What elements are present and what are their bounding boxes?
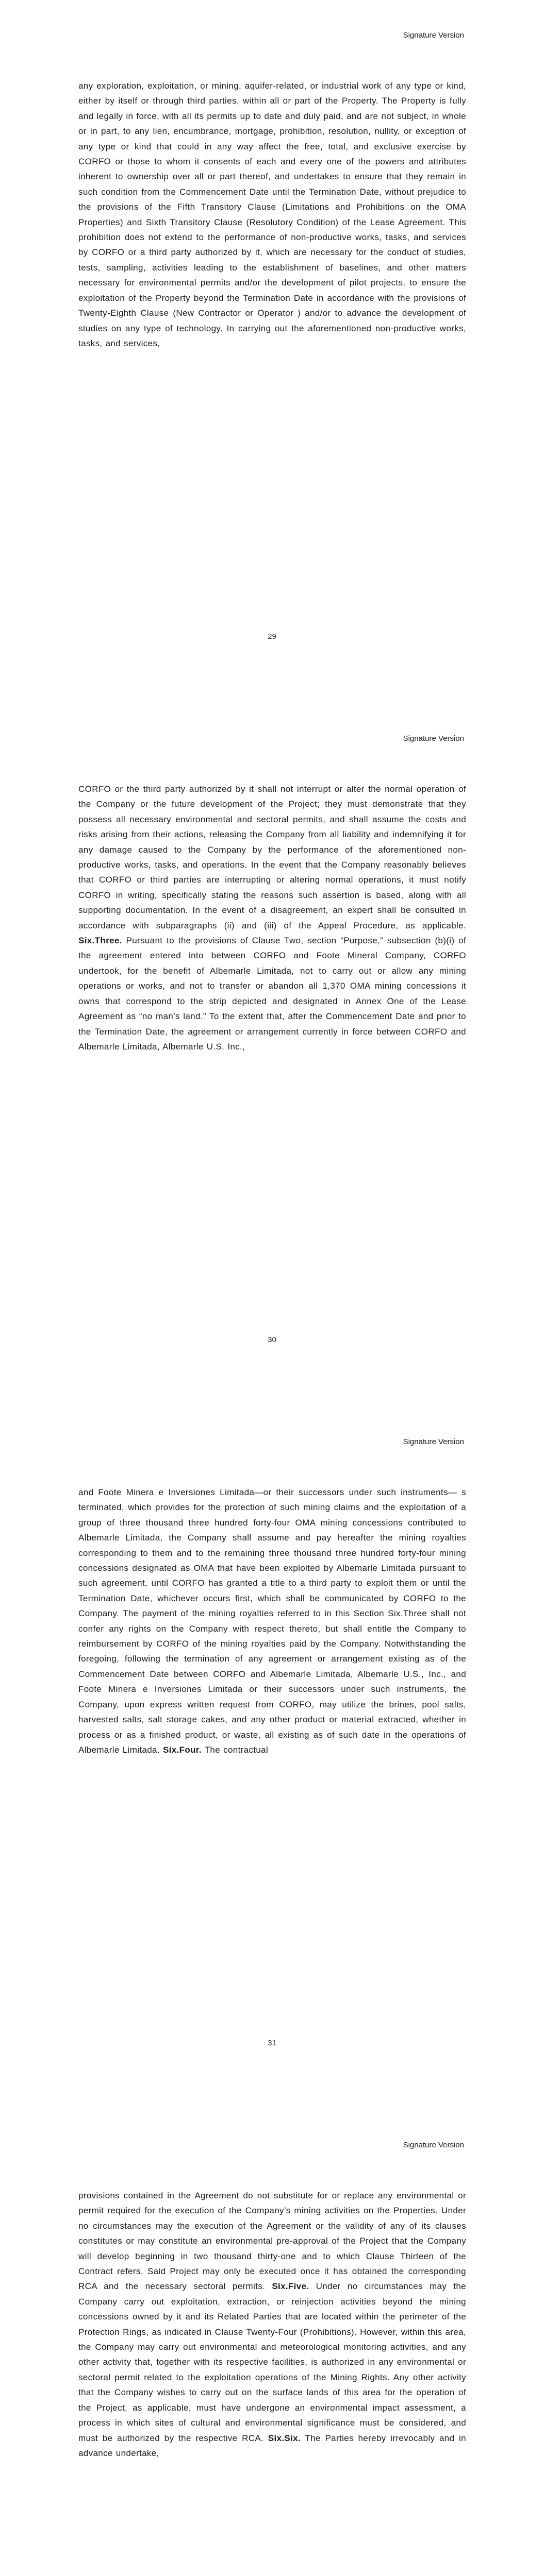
section-label: Six.Four. — [162, 1744, 202, 1755]
body-text: provisions contained in the Agreement do not substitute for or replace any environmental or permit required for the execution of the Company’s mining activities on the Properties. Under no circumstances may the execution of the Agreement or the validity of any of its clauses constitutes or may constitute an environmental pre-approval of the Project that the Company will develop beginning in two thousand thirty-one and to which Clause Thirteen of the Contract refers. Said Project may only be executed once it has obtained the corresponding RCA and the necessary sectoral permits. — [78, 2191, 466, 2292]
body-text: Pursuant to the provisions of Clause Two, section “Purpose,” subsection (b)(i) of the agreement entered into between CORFO and Foote Mineral Company, CORFO undertook, for the benefit of Albemarle Limitada, not to carry out or allow any mining operations or works, and not to transfer or abandon all 1,370 OMA mining concessions it owns that correspond to the strip depicted and designated in Annex One of the Lease Agreement as “no man’s land.” To the extent that, after the Commencement Date and prior to the Termination Date, the agreement or arrangement currently in force between CORFO and Albemarle Limitada, Albemarle U.S. Inc., — [78, 936, 466, 1052]
page-number: 30 — [268, 1335, 276, 1344]
page-body — [78, 1485, 466, 1757]
page-body — [78, 2188, 466, 2461]
page-number: 29 — [268, 632, 276, 641]
body-text: Under no circumstances may the Company carry out exploitation, extraction, or reinjection activities beyond the mining concessions owned by it and its Related Parties that are located within the perimeter of the Protection Rings, as indicated in Clause Twenty-Four (Prohibitions). However, within this area, the Company may carry out environmental and meteorological monitoring activities, and any other activity that, together with its respective facilities, is authorized in any environmental or sectoral permit related to the exploitation operations of the Mining Rights. Any other activity that the Company wishes to carry out on the surface lands of this area for the operation of the Project, as applicable, must have undergone an environmental impact assessment, a process in which sites of cultural and environmental significance must be considered, and must be authorized by the respective RCA. — [78, 2281, 466, 2443]
body-text: The contractual — [201, 1744, 269, 1755]
page-29 — [0, 0, 544, 703]
section-label: Six.Six. — [268, 2433, 301, 2443]
page-body — [78, 78, 466, 351]
body-text: CORFO or the third party authorized by it shall not interrupt or alter the normal operation of the Company or the future development of the Project; they must demonstrate that they possess all necessary environmental and sectoral permits, and shall assume the costs and risks arising from their actions, releasing the Company from all liability and indemnifying it for any damage caused to the Company by the performance of the aforementioned non-productive works, tasks, and operations. In the event that the Company reasonably believes that CORFO or third parties are interrupting or altering normal operations, it must notify CORFO in writing, specifically stating the reasons such assertion is based, along with all supporting documentation. In the event of a disagreement, an expert shall be consulted in accordance with subparagraphs (ii) and (iii) of the Appeal Procedure, as applicable. — [78, 784, 466, 930]
page-body — [78, 782, 466, 1054]
body-text: and Foote Minera e Inversiones Limitada—or their successors under such instruments— s terminated, which provides for the protection of such mining claims and the exploitation of a group of three thousand three hundred forty-four OMA mining concessions contributed to Albemarle Limitada, the Company shall assume and pay hereafter the mining royalties corresponding to them and to the remaining three thousand three hundred forty-four mining concessions designated as OMA that have been exploited by Albemarle Limitada pursuant to such agreement, until CORFO has granted a title to a third party to exploit them or until the Termination Date, whichever occurs first, which shall be communicated by CORFO to the Company. The payment of the mining royalties referred to in this Section Six.Three shall not confer any rights on the Company with respect thereto, but shall entitle the Company to reimbursement by CORFO of the mining royalties paid by the Company. Notwithstanding the foregoing, following the termination of any agreement or arrangement existing as of the Commencement Date between CORFO and Albemarle Limitada, Albemarle U.S., Inc., and Foote Minera e Inversiones Limitada or their successors under such instruments, the Company, upon express written request from CORFO, may utilize the brines, pool salts, harvested salts, salt storage cakes, and any other product or material extracted, whether in process or as a finished product, or waste, all existing as of such date in the operations of Albemarle Limitada. — [78, 1487, 466, 1755]
page-number: 31 — [268, 2039, 276, 2047]
page-31 — [0, 1406, 544, 2110]
page-30 — [0, 703, 544, 1406]
page-32 — [0, 2110, 544, 2576]
page-header: Signature Version — [403, 734, 464, 743]
body-text: any exploration, exploitation, or mining, aquifer-related, or industrial work of any type or kind, either by itself or through third parties, within all or part of the Property. The Property is fully and legally in force, with all its permits up to date and duly paid, and are not subject, in whole or in part, to any lien, encumbrance, mortgage, prohibition, resolution, nullity, or exception of any type or kind that could in any way affect the free, total, and exclusive exercise by CORFO or those to whom it consents of each and every one of the powers and attributes inherent to ownership over all or part thereof, and undertakes to ensure that they remain in such condition from the Commencement Date until the Termination Date, without prejudice to the provisions of the Fifth Transitory Clause (Limitations and Prohibitions on the OMA Properties) and Sixth Transitory Clause (Resolutory Condition) of the Lease Agreement. This prohibition does not extend to the performance of non-productive works, tasks, and services by CORFO or a third party authorized by it, which are necessary for the conduct of studies, tests, sampling, activities leading to the establishment of baselines, and other matters necessary for environmental permits and/or the development of pilot projects, to ensure the exploitation of the Property beyond the Termination Date in accordance with the provisions of Twenty-Eighth Clause (New Contractor or Operator ) and/or to advance the development of studies on any type of technology. In carrying out the aforementioned non-productive works, tasks, and services, — [78, 81, 466, 348]
page-header: Signature Version — [403, 1437, 464, 1446]
section-label: Six.Three. — [78, 936, 122, 946]
section-label: Six.Five. — [272, 2281, 309, 2292]
body-text: The Parties hereby irrevocably and in advance undertake, — [78, 2433, 466, 2458]
page-header: Signature Version — [403, 2141, 464, 2149]
page-header: Signature Version — [403, 31, 464, 40]
